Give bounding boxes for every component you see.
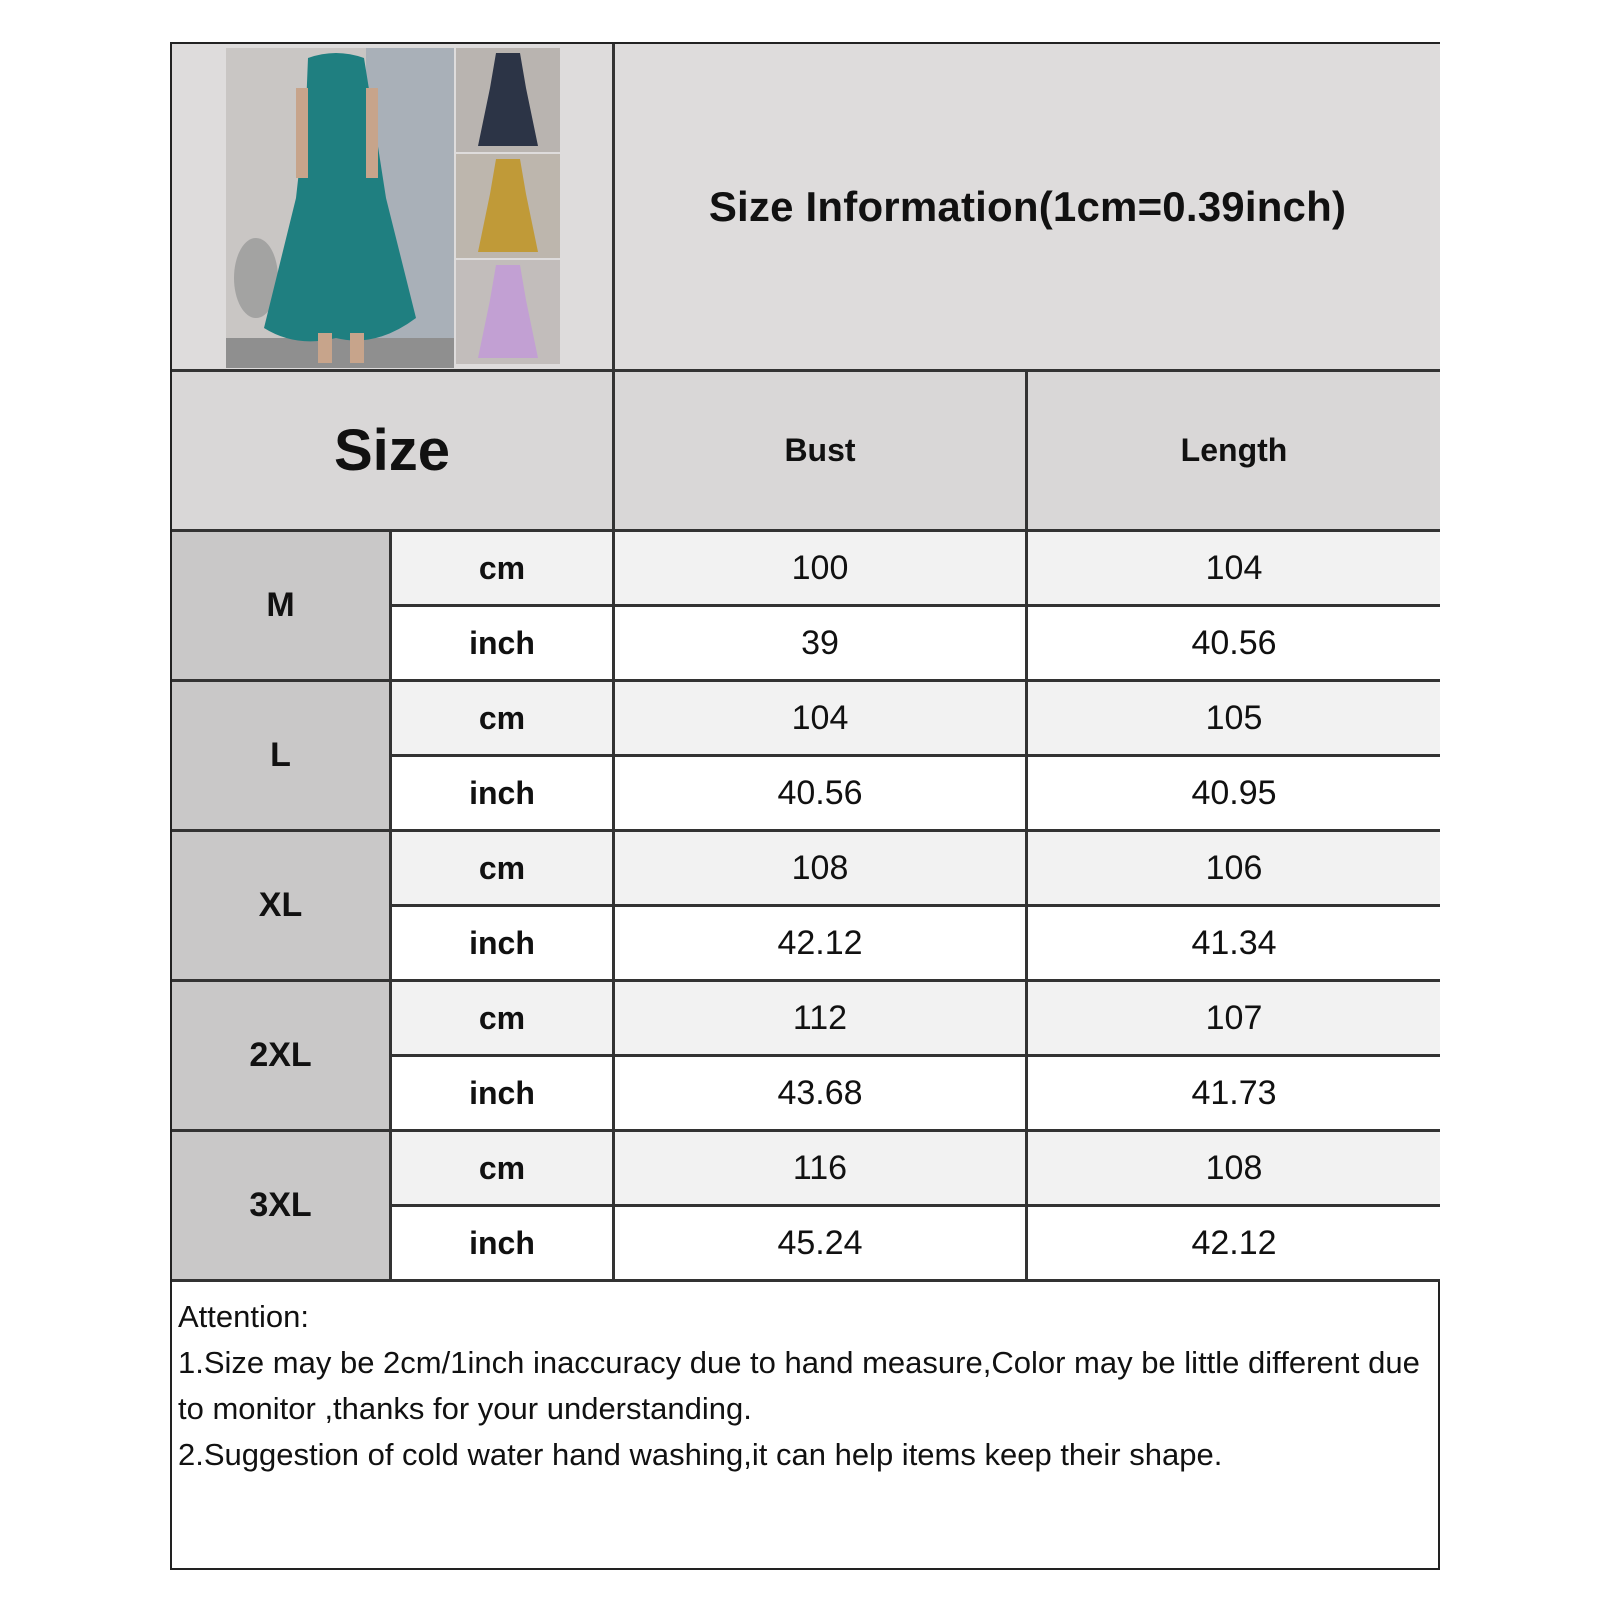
unit-inch: inch bbox=[392, 1057, 615, 1132]
product-thumb-navy[interactable] bbox=[456, 48, 560, 152]
length-cm-value: 104 bbox=[1028, 532, 1440, 607]
bust-cm-value: 112 bbox=[615, 982, 1028, 1057]
notes-line-1: 1.Size may be 2cm/1inch inaccuracy due to hand measure,Color may be little different due to monitor ,thanks for your understanding. bbox=[178, 1345, 1420, 1426]
length-cm-value: 105 bbox=[1028, 682, 1440, 757]
length-inch-value: 42.12 bbox=[1028, 1207, 1440, 1282]
unit-cm: cm bbox=[392, 1132, 615, 1207]
unit-cm: cm bbox=[392, 532, 615, 607]
length-cm-value: 106 bbox=[1028, 832, 1440, 907]
bust-inch-value: 42.12 bbox=[615, 907, 1028, 982]
header-bust: Bust bbox=[615, 372, 1028, 532]
header-size: Size bbox=[172, 372, 615, 532]
unit-inch: inch bbox=[392, 907, 615, 982]
length-inch-value: 41.73 bbox=[1028, 1057, 1440, 1132]
size-label-l: L bbox=[172, 682, 392, 832]
unit-cm: cm bbox=[392, 832, 615, 907]
unit-inch: inch bbox=[392, 607, 615, 682]
notes-heading: Attention: bbox=[178, 1299, 309, 1334]
title-panel bbox=[615, 44, 1440, 372]
attention-notes bbox=[178, 1294, 1428, 1478]
bust-inch-value: 43.68 bbox=[615, 1057, 1028, 1132]
product-thumb-lilac[interactable] bbox=[456, 260, 560, 364]
unit-cm: cm bbox=[392, 682, 615, 757]
unit-inch: inch bbox=[392, 757, 615, 832]
product-thumb-mustard[interactable] bbox=[456, 154, 560, 258]
size-label-m: M bbox=[172, 532, 392, 682]
bust-inch-value: 40.56 bbox=[615, 757, 1028, 832]
bust-inch-value: 45.24 bbox=[615, 1207, 1028, 1282]
size-label-xl: XL bbox=[172, 832, 392, 982]
unit-cm: cm bbox=[392, 982, 615, 1057]
unit-inch: inch bbox=[392, 1207, 615, 1282]
bust-cm-value: 108 bbox=[615, 832, 1028, 907]
length-inch-value: 41.34 bbox=[1028, 907, 1440, 982]
bust-inch-value: 39 bbox=[615, 607, 1028, 682]
size-chart bbox=[170, 42, 1440, 1570]
product-photo-main bbox=[226, 48, 454, 368]
size-label-2xl: 2XL bbox=[172, 982, 392, 1132]
length-inch-value: 40.56 bbox=[1028, 607, 1440, 682]
length-inch-value: 40.95 bbox=[1028, 757, 1440, 832]
notes-line-2: 2.Suggestion of cold water hand washing,it can help items keep their shape. bbox=[178, 1437, 1223, 1472]
length-cm-value: 107 bbox=[1028, 982, 1440, 1057]
length-cm-value: 108 bbox=[1028, 1132, 1440, 1207]
bust-cm-value: 104 bbox=[615, 682, 1028, 757]
bust-cm-value: 100 bbox=[615, 532, 1028, 607]
page-title: Size Information(1cm=0.39inch) bbox=[708, 182, 1347, 230]
product-photo-panel bbox=[172, 44, 615, 372]
bust-cm-value: 116 bbox=[615, 1132, 1028, 1207]
size-label-3xl: 3XL bbox=[172, 1132, 392, 1282]
header-length: Length bbox=[1028, 372, 1440, 532]
